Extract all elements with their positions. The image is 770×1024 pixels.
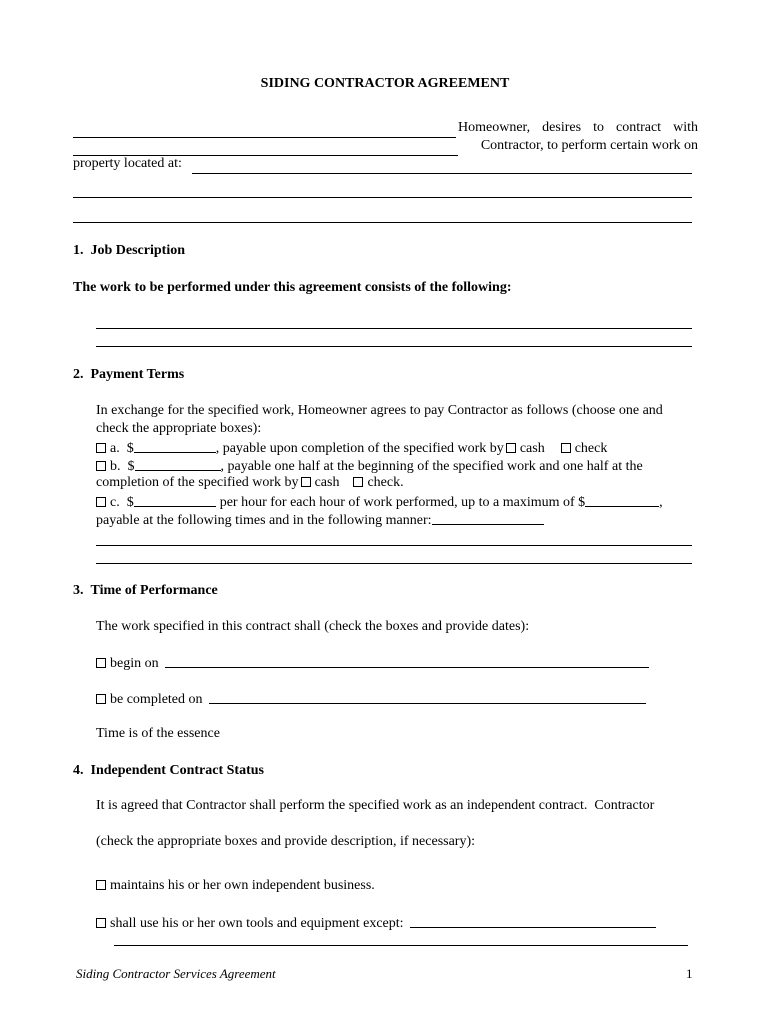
property-address-blank-3[interactable]: [73, 222, 692, 223]
job-description-blank-1[interactable]: [96, 328, 692, 329]
option-c-rate-blank[interactable]: [134, 492, 216, 507]
independent-status-text-2: (check the appropriate boxes and provide description, if necessary):: [96, 834, 476, 849]
intro-homeowner-text: Homeowner, desires to contract with: [458, 120, 698, 135]
option-a-check-checkbox[interactable]: [561, 443, 571, 453]
begin-on-date-blank[interactable]: [165, 653, 649, 668]
payment-manner-blank-1[interactable]: [96, 545, 692, 546]
own-tools-checkbox[interactable]: [96, 918, 106, 928]
payment-option-c: [96, 492, 663, 512]
own-tools-row: [96, 913, 656, 933]
independent-business-row: [96, 877, 375, 895]
option-b-line2-text: completion of the specified work by: [96, 475, 299, 490]
independent-status-text-1: It is agreed that Contractor shall perform the specified work as an independent contract. Contractor: [96, 798, 655, 813]
begin-on-checkbox[interactable]: [96, 658, 106, 668]
completed-on-row: [96, 689, 646, 709]
option-a-prefix: a. $: [110, 441, 134, 456]
intro-contractor-text: Contractor, to perform certain work on: [480, 138, 698, 153]
property-address-blank-1[interactable]: [192, 173, 692, 174]
own-tools-description-blank[interactable]: [114, 945, 688, 946]
begin-on-label: begin on: [110, 656, 159, 671]
option-b-cash-checkbox[interactable]: [301, 477, 311, 487]
own-tools-label: shall use his or her own tools and equipment except:: [110, 916, 404, 931]
page-number: 1: [686, 966, 693, 981]
option-b-prefix: b. $: [110, 459, 135, 474]
option-c-end: ,: [659, 495, 663, 510]
completed-on-checkbox[interactable]: [96, 694, 106, 704]
payment-option-b-line2: [96, 474, 404, 492]
homeowner-name-blank[interactable]: [73, 137, 456, 138]
section-1-subheading: The work to be performed under this agreement consists of the following:: [73, 280, 512, 295]
begin-on-row: [96, 653, 649, 673]
job-description-blank-2[interactable]: [96, 346, 692, 347]
payment-terms-text-1: In exchange for the specified work, Homeowner agrees to pay Contractor as follows (choose one and: [96, 403, 663, 418]
payment-manner-blank-2[interactable]: [96, 563, 692, 564]
own-tools-exception-blank[interactable]: [410, 913, 656, 928]
option-c-maximum-blank[interactable]: [585, 492, 659, 507]
option-b-cash-label: cash: [314, 475, 340, 490]
section-4-heading: 4. Independent Contract Status: [73, 763, 264, 778]
option-a-text: , payable upon completion of the specified work by: [215, 441, 504, 456]
section-1-heading: 1. Job Description: [73, 243, 185, 258]
option-b-check-checkbox[interactable]: [353, 477, 363, 487]
payment-terms-text-2: check the appropriate boxes):: [96, 421, 262, 436]
option-c-manner-blank[interactable]: [432, 510, 544, 525]
section-2-heading: 2. Payment Terms: [73, 367, 185, 382]
option-a-check-label: check: [574, 441, 608, 456]
footer-title: Siding Contractor Services Agreement: [76, 966, 276, 981]
document-title: SIDING CONTRACTOR AGREEMENT: [260, 76, 510, 91]
property-address-blank-2[interactable]: [73, 197, 692, 198]
payment-option-c-line2: [96, 510, 544, 530]
option-b-text: , payable one half at the beginning of the specified work and one half at the: [220, 459, 643, 474]
payment-option-b: [96, 456, 643, 476]
option-a-checkbox[interactable]: [96, 443, 106, 453]
time-performance-intro: The work specified in this contract shall (check the boxes and provide dates):: [96, 619, 530, 634]
option-b-checkbox[interactable]: [96, 461, 106, 471]
time-of-essence-text: Time is of the essence: [96, 726, 220, 741]
completed-on-label: be completed on: [110, 692, 203, 707]
section-3-heading: 3. Time of Performance: [73, 583, 218, 598]
option-c-prefix: c. $: [110, 495, 134, 510]
option-a-cash-checkbox[interactable]: [506, 443, 516, 453]
option-a-cash-label: cash: [519, 441, 545, 456]
option-a-amount-blank[interactable]: [134, 438, 216, 453]
option-c-checkbox[interactable]: [96, 497, 106, 507]
independent-business-label: maintains his or her own independent business.: [110, 878, 375, 893]
option-b-check-label: check.: [367, 475, 404, 490]
completed-on-date-blank[interactable]: [209, 689, 646, 704]
option-c-line2-text: payable at the following times and in the following manner:: [96, 513, 432, 528]
option-b-amount-blank[interactable]: [135, 456, 221, 471]
option-c-text: per hour for each hour of work performed, up to a maximum of $: [219, 495, 586, 510]
independent-business-checkbox[interactable]: [96, 880, 106, 890]
payment-option-a: [96, 438, 607, 458]
intro-property-label: property located at:: [73, 156, 182, 171]
